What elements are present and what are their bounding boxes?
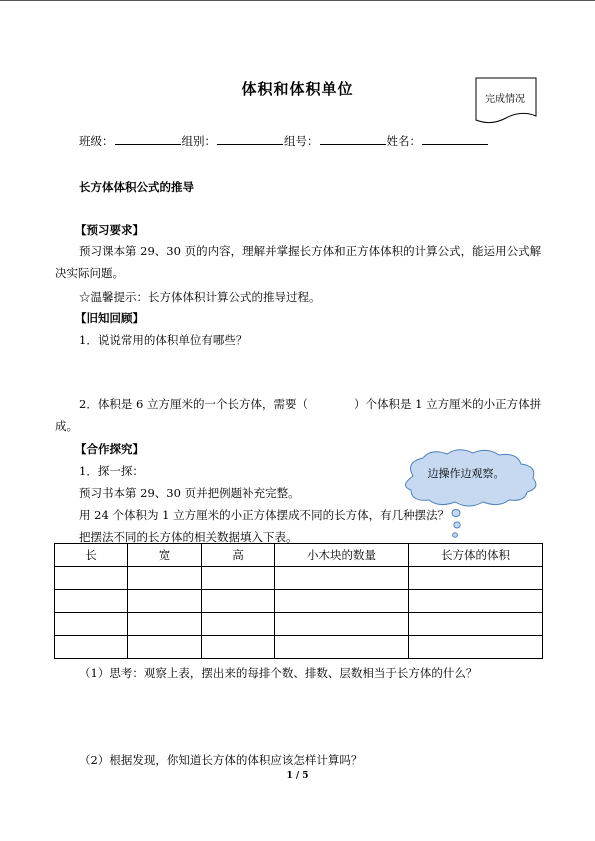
table-cell[interactable] [409, 567, 543, 590]
table-cell[interactable] [55, 590, 128, 613]
explore-item-1: 1．探一探： [79, 464, 144, 478]
name-label: 姓名： [386, 134, 421, 148]
table-cell[interactable] [409, 590, 543, 613]
header-volume: 长方体的体积 [409, 544, 543, 567]
review-heading: 【旧知回顾】 [75, 311, 144, 325]
data-table [54, 543, 543, 659]
group-number-label: 组号： [284, 134, 319, 148]
warm-tip: ☆温馨提示：长方体体积计算公式的推导过程。 [79, 290, 321, 304]
think-question-2: （2）根据发现，你知道长方体的体积应该怎样计算吗？ [79, 753, 363, 767]
table-row [55, 590, 543, 613]
table-cell[interactable] [275, 567, 409, 590]
header-height: 高 [202, 544, 275, 567]
table-cell[interactable] [128, 567, 202, 590]
preview-requirements-heading: 【预习要求】 [75, 223, 144, 237]
class-blank[interactable] [115, 133, 181, 145]
group-blank[interactable] [217, 133, 283, 145]
header-length: 长 [55, 544, 128, 567]
table-row [55, 613, 543, 636]
think-question-1: （1）思考：观察上表，摆出来的每排个数、排数、层数相当于长方体的什么？ [79, 666, 478, 680]
name-blank[interactable] [422, 133, 488, 145]
lesson-subtitle: 长方体体积公式的推导 [79, 180, 194, 194]
completion-status-box [474, 76, 540, 124]
table-cell[interactable] [128, 613, 202, 636]
table-cell[interactable] [55, 567, 128, 590]
table-cell[interactable] [409, 613, 543, 636]
page-title: 体积和体积单位 [241, 80, 354, 98]
review-question-1: 1．说说常用的体积单位有哪些？ [79, 333, 248, 347]
review-question-2-part1: 2．体积是 6 立方厘米的一个长方体，需要（ [79, 397, 308, 411]
thought-cloud-text: 边操作边观察。 [427, 467, 505, 480]
table-row [55, 636, 543, 659]
group-number-blank[interactable] [320, 133, 386, 145]
explore-line-1: 预习书本第 29、30 页并把例题补充完整。 [79, 486, 300, 500]
top-border [0, 0, 595, 1]
table-header-row [55, 544, 543, 567]
table-cell[interactable] [275, 636, 409, 659]
table-cell[interactable] [202, 567, 275, 590]
table-cell[interactable] [202, 590, 275, 613]
table-cell[interactable] [202, 636, 275, 659]
review-question-2 [55, 393, 543, 437]
thought-cloud-icon [395, 448, 543, 538]
explore-heading: 【合作探究】 [75, 442, 144, 456]
table-cell[interactable] [55, 613, 128, 636]
explore-line-2: 用 24 个体积为 1 立方厘米的小正方体摆成不同的长方体，有几种摆法？ [79, 508, 450, 522]
class-label: 班级： [79, 134, 114, 148]
table-cell[interactable] [55, 636, 128, 659]
explore-line-3: 把摆法不同的长方体的相关数据填入下表。 [79, 530, 298, 544]
header-width: 宽 [128, 544, 202, 567]
page-number: 1 / 5 [286, 771, 309, 781]
table-cell[interactable] [128, 590, 202, 613]
table-cell[interactable] [275, 613, 409, 636]
student-info-row [79, 133, 489, 149]
table-cell[interactable] [275, 590, 409, 613]
group-label: 组别： [181, 134, 216, 148]
preview-requirements-text: 预习课本第 29、30 页的内容，理解并掌握长方体和正方体体积的计算公式，能运用公式解决实际问题。 [55, 244, 542, 280]
table-cell[interactable] [202, 613, 275, 636]
table-cell[interactable] [128, 636, 202, 659]
table-row [55, 567, 543, 590]
completion-status-label: 完成情况 [485, 94, 525, 105]
header-block-count: 小木块的数量 [275, 544, 409, 567]
table-cell[interactable] [409, 636, 543, 659]
review-question-2-part2: ）个体积是 1 立方厘米的小正方体拼成。 [55, 397, 542, 433]
